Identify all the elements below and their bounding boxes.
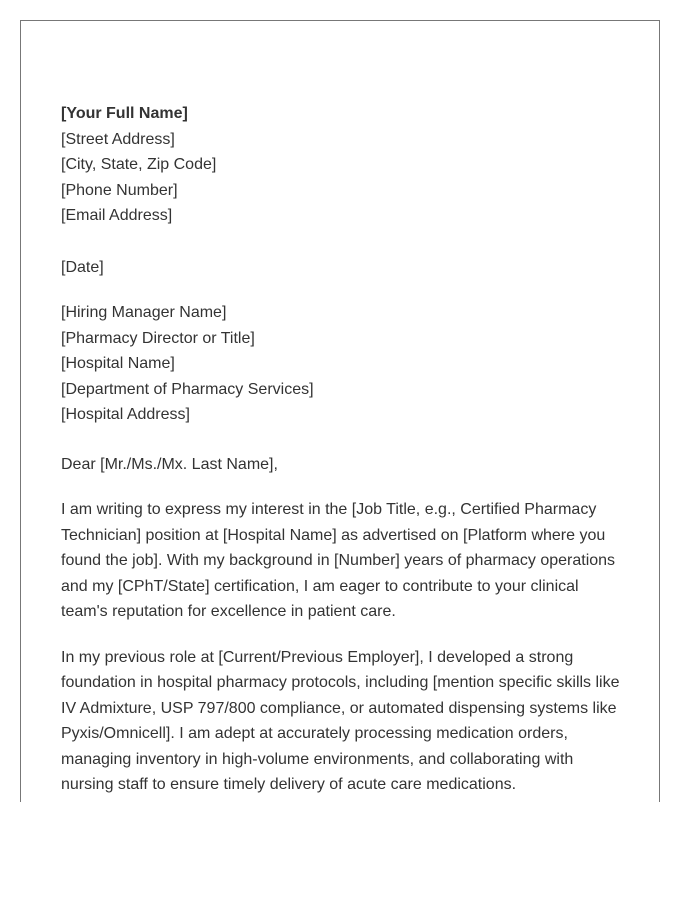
body-paragraph: In my previous role at [Current/Previous Employer], I developed a strong foundation in hospital pharmacy protocols, including [mention specific skills like IV Admixture, USP 797/800 compliance, or automated dispensing systems like Pyxis/Omnicell]. I am adept at accurately processing medication orders, managing inventory in high-volume environments, and collaborating with nursing staff to ensure timely delivery of acute care medications. (61, 648, 620, 793)
letter-content (61, 101, 627, 798)
recipient-block (61, 300, 627, 428)
letter-date: [Date] (61, 258, 104, 276)
body-paragraph-1-block (61, 497, 627, 625)
sender-phone: [Phone Number] (61, 181, 178, 199)
sender-name: [Your Full Name] (61, 105, 188, 122)
sender-city-state-zip: [City, State, Zip Code] (61, 156, 217, 173)
salutation-block (61, 452, 627, 478)
recipient-department: [Department of Pharmacy Services] (61, 380, 314, 398)
recipient-address: [Hospital Address] (61, 406, 190, 423)
date-block (61, 255, 627, 281)
body-paragraph-2-block (61, 645, 627, 798)
sender-block (61, 101, 627, 229)
salutation: Dear [Mr./Ms./Mx. Last Name], (61, 455, 278, 473)
recipient-title: [Pharmacy Director or Title] (61, 329, 255, 347)
sender-email: [Email Address] (61, 207, 173, 224)
recipient-hospital: [Hospital Name] (61, 355, 175, 372)
sender-street: [Street Address] (61, 130, 175, 148)
letter-page (20, 20, 660, 802)
body-paragraph: I am writing to express my interest in the [Job Title, e.g., Certified Pharmacy Technician] position at [Hospital Name] as advertised on [Platform where you found the job]. With my background in [Number] years of pharmacy operations and my [CPhT/State] certification, I am eager to contribute to your clinical team's reputation for excellence in patient care. (61, 501, 616, 620)
recipient-manager: [Hiring Manager Name] (61, 304, 227, 321)
